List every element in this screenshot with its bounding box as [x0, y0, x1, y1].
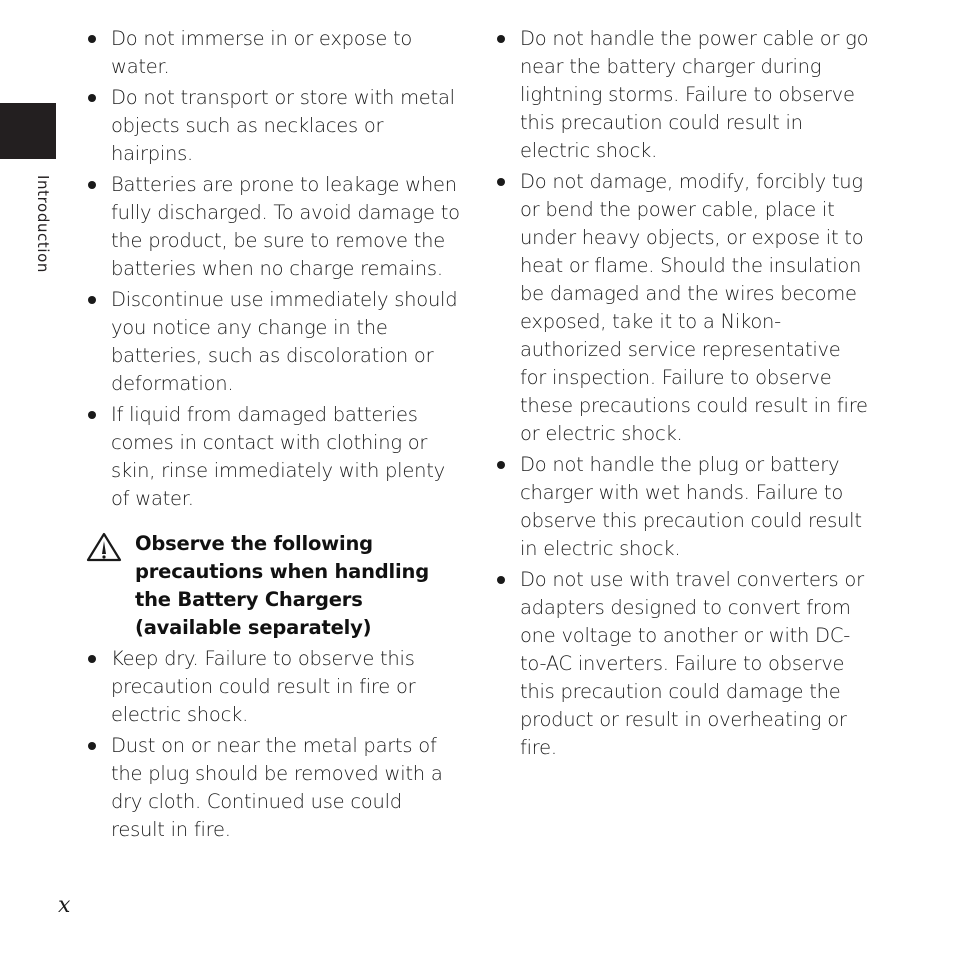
- list-item-text: Do not use with travel converters or adapters designed to convert from one voltage to another or with DC-to-AC inverters. Failure to observe this precaution could damage the product or result in overheating or fire.: [520, 568, 864, 759]
- list-item: [85, 171, 460, 283]
- list-item: [85, 286, 460, 398]
- right-column: [494, 25, 869, 765]
- list-item: [494, 168, 869, 448]
- list-item: [85, 401, 460, 513]
- bullet-icon: [88, 655, 96, 663]
- bullet-icon: [497, 461, 505, 469]
- list-item-text: If liquid from damaged batteries comes in contact with clothing or skin, rinse immediately with plenty of water.: [111, 403, 445, 510]
- bullet-list-right: [494, 25, 869, 762]
- list-item: [85, 645, 460, 729]
- bullet-icon: [88, 742, 96, 750]
- bullet-list-bottom: [85, 645, 460, 844]
- caution-heading: Observe the following precautions when handling the Battery Chargers (available separately): [135, 532, 429, 639]
- list-item-text: Keep dry. Failure to observe this precaution could result in fire or electric shock.: [111, 647, 416, 726]
- bullet-icon: [88, 94, 96, 102]
- section-tab-marker: [0, 103, 56, 159]
- list-item-text: Do not damage, modify, forcibly tug or bend the power cable, place it under heavy objects, or expose it to heat or flame. Should the insulation be damaged and the wires become exposed, take it to a Nikon-authorized service representative for inspection. Failure to observe these precautions could result in fire or electric shock.: [520, 170, 868, 445]
- list-item-text: Do not transport or store with metal objects such as necklaces or hairpins.: [111, 86, 455, 165]
- list-item-text: Do not immerse in or expose to water.: [111, 27, 413, 78]
- bullet-icon: [88, 35, 96, 43]
- bullet-icon: [497, 35, 505, 43]
- bullet-icon: [88, 411, 96, 419]
- list-item: [85, 84, 460, 168]
- bullet-icon: [88, 296, 96, 304]
- list-item-text: Do not handle the plug or battery charger with wet hands. Failure to observe this precaution could result in electric shock.: [520, 453, 862, 560]
- list-item: [494, 25, 869, 165]
- section-label: Introduction: [34, 175, 52, 274]
- bullet-icon: [497, 178, 505, 186]
- bullet-list-top: [85, 25, 460, 513]
- list-item-text: Batteries are prone to leakage when fully discharged. To avoid damage to the product, be sure to remove the batteries when no charge remains.: [111, 173, 460, 280]
- bullet-icon: [497, 576, 505, 584]
- page-number: x: [58, 893, 71, 918]
- list-item: [494, 451, 869, 563]
- caution-block: [85, 530, 460, 642]
- left-column: [85, 25, 460, 847]
- list-item-text: Do not handle the power cable or go near the battery charger during lightning storms. Failure to observe this precaution could result in electric shock.: [520, 27, 869, 162]
- list-item: [85, 732, 460, 844]
- list-item: [494, 566, 869, 762]
- list-item-text: Dust on or near the metal parts of the plug should be removed with a dry cloth. Continued use could result in fire.: [111, 734, 443, 841]
- list-item-text: Discontinue use immediately should you notice any change in the batteries, such as discoloration or deformation.: [111, 288, 458, 395]
- warning-triangle-icon: [86, 532, 122, 562]
- list-item: [85, 25, 460, 81]
- bullet-icon: [88, 181, 96, 189]
